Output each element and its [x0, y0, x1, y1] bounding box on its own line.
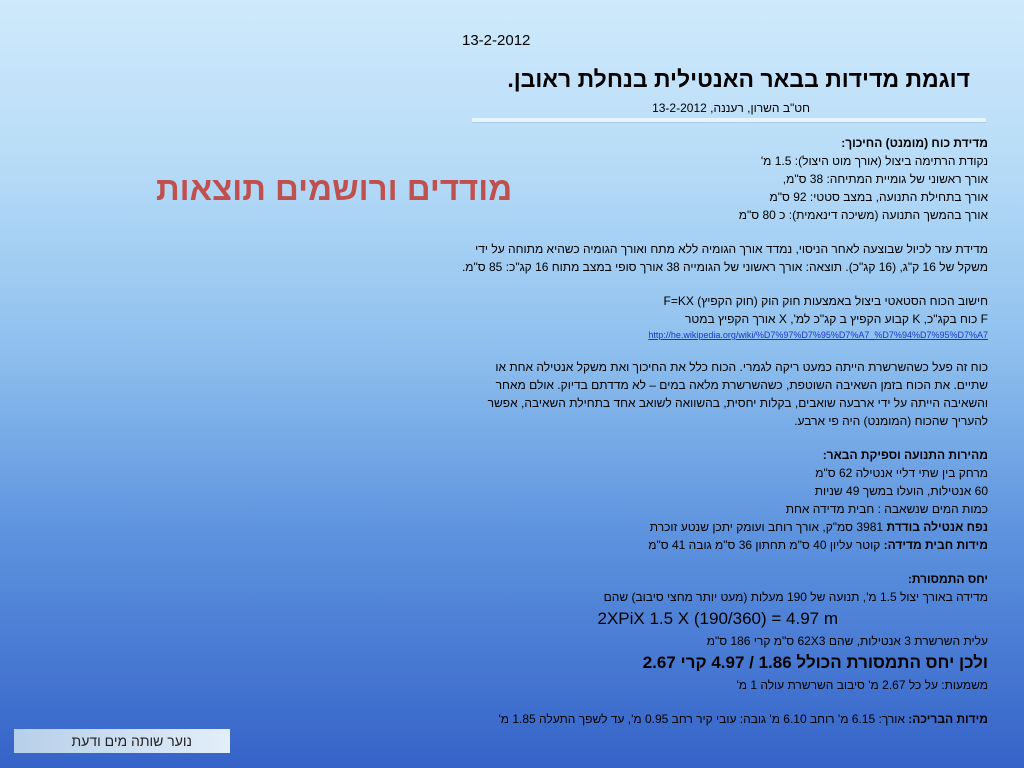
- formula-line: 2XPiX 1.5 X (190/360) = 4.97 m: [597, 609, 838, 628]
- flow-heading: מהירות התנועה וספיקת הבאר:: [822, 448, 988, 462]
- text-line: אורך בהמשך התנועה (משיכה דינאמית): כ 80 ס"מ: [738, 208, 988, 222]
- calibration-paragraph: מדידת עזר לכיול שבוצעה לאחר הניסוי, נמדד אורך הגומיה ללא מתח ואורך הגומיה כשהיא מתוחה על ידי משקל של 16 ק"ג, (16 קג"כ). תוצאה: אורך ראשוני של הגומייה 38 אורך סופי במצב מתוח 16 קג"כ: 85 ס"מ.: [461, 242, 988, 274]
- text-line: אורך ראשוני של גומיית המתיחה: 38 ס"מ,: [782, 172, 988, 186]
- text-line: כמות המים שנשאבה : חבית מדידה אחת: [785, 502, 988, 516]
- text-line: נקודת הרתימה ביצול (אורך מוט היצול): 1.5 מ': [760, 154, 988, 168]
- date-label: 13-2-2012: [462, 32, 531, 49]
- ratio-result: ולכן יחס התמסורת הכולל 1.86 / 4.97 קרי 2.67: [642, 653, 988, 672]
- wikipedia-link[interactable]: http://he.wikipedia.org/wiki/%D7%97%D7%95%D7%A7_%D7%94%D7%95%D7%A7: [648, 330, 988, 340]
- text-value: אורך: 6.15 מ' רוחב 6.10 מ' גובה: עובי קיר רחב 0.95 מ', עד לשפך התעלה 1.85 מ': [498, 712, 909, 726]
- text-value: קוטר עליון 40 ס"מ תחתון 36 ס"מ גובה 41 ס"מ: [648, 538, 884, 552]
- text-line: אורך בתחילת התנועה, במצב סטטי: 92 ס"מ: [769, 190, 988, 204]
- text-line: משמעות: על כל 2.67 מ' סיבוב השרשרת עולה 1 מ': [736, 678, 988, 692]
- measurements-text: [458, 134, 988, 728]
- page-title: דוגמת מדידות בבאר האנטילית בנחלת ראובן.: [507, 66, 970, 92]
- text-line: [458, 536, 988, 554]
- section-heading: מודדים ורושמים תוצאות: [156, 170, 513, 207]
- title-divider: [472, 118, 986, 123]
- text-line: עלית השרשרת 3 אנטילות, שהם 62X3 ס"מ קרי 186 ס"מ: [706, 634, 988, 648]
- text-line: F כוח בקג"כ, K קבוע הקפיץ ב קג"כ למ', X אורך הקפיץ במטר: [684, 312, 988, 326]
- text-line: מדידה באורך יצול 1.5 מ', תנועה של 190 מעלות (מעט יותר מחצי סיבוב) שהם: [603, 590, 988, 604]
- text-label: נפח אנטילה בודדת: [886, 520, 988, 534]
- footer-label: נוער שותה מים ודעת: [71, 733, 192, 749]
- text-label: מידות הבריכה:: [908, 712, 988, 726]
- friction-heading: מדידת כוח (מומנט) החיכוך:: [841, 136, 988, 150]
- footer-banner: [14, 729, 230, 753]
- text-line: [458, 518, 988, 536]
- text-label: מידות חבית מדידה:: [883, 538, 988, 552]
- ratio-heading: יחס התמסורת:: [907, 572, 988, 586]
- text-line: מרחק בין שתי דליי אנטילה 62 ס"מ: [815, 466, 988, 480]
- text-line: 60 אנטילות, הועלו במשך 49 שניות: [814, 484, 988, 498]
- hooke-law-line: חישוב הכוח הסטאטי ביצול באמצעות חוק הוק (חוק הקפיץ) F=KX: [663, 294, 988, 308]
- text-line: [458, 710, 988, 728]
- page-subtitle: חט"ב השרון, רעננה, 13-2-2012: [652, 101, 810, 115]
- text-value: 3981 סמ"ק, אורך רוחב ועומק יתכן שנטע זוכרת: [649, 520, 887, 534]
- force-paragraph: כוח זה פעל כשהשרשרת הייתה כמעט ריקה לגמרי. הכוח כלל את החיכוך ואת משקל אנטילה אחת או שתיים. את הכוח בזמן השאיבה השוטפת, כשהשרשרת מלאה במים – לא מדדתם בדיוק. אולם מאחר והשאיבה הייתה על ידי ארבעה שואבים, בקלות יחסית, בהשוואה לשואב אחד בתחילת השאיבה, אפשר להעריך שהכוח (המומנט) היה פי ארבע.: [487, 360, 988, 428]
